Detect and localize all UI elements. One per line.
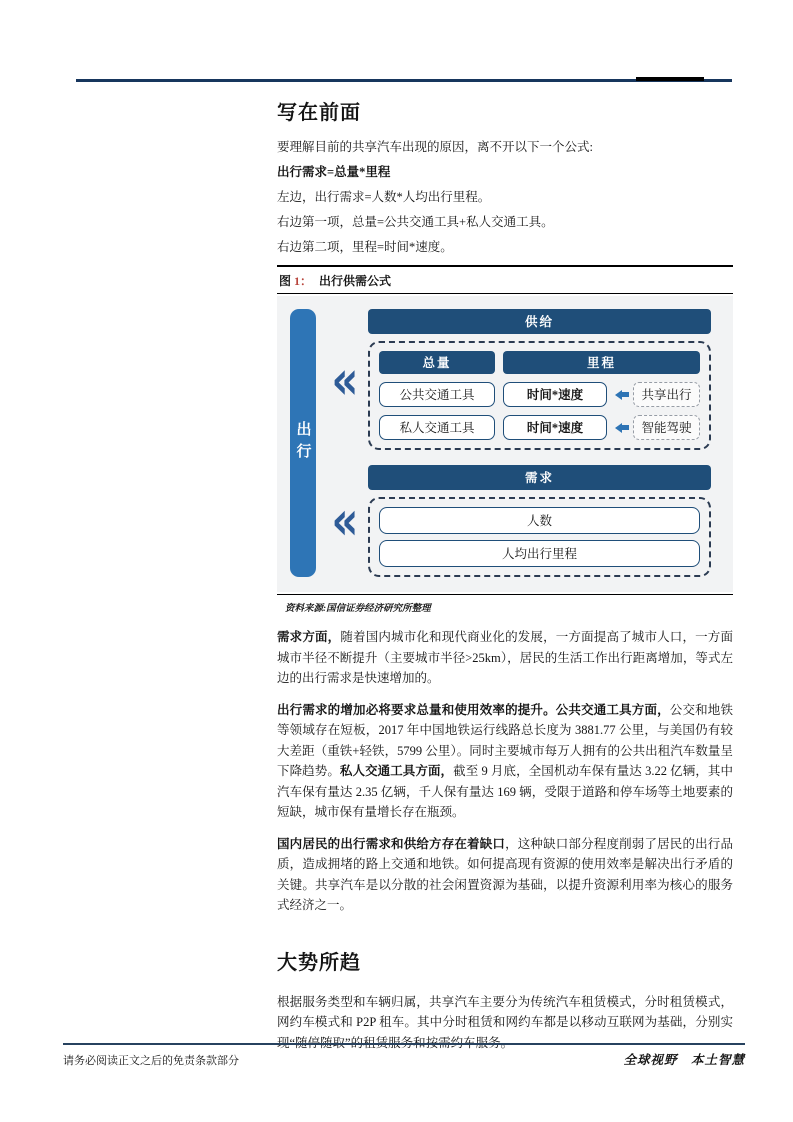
demand-group	[368, 465, 711, 577]
paragraph-demand	[277, 627, 733, 689]
paragraph-text: 随着国内城市化和现代商业化的发展，一方面提高了城市人口，一方面城市半径不断提升（主要城市半径>25km），居民的生活工作出行距离增加，等式左边的出行需求是快速增加的。	[277, 630, 733, 685]
figure-number: 1：	[294, 274, 313, 288]
main-content	[277, 96, 733, 1064]
paragraph-text: 截至 9 月底，全国机动车保有量达 3.22 亿辆，其中汽车保有量达 2.35 亿辆，千人保有量达 169 辆，受限于道路和停车场等土地要素的短缺，城市保有量增长存在瓶颈。	[277, 764, 733, 819]
time-speed-box-2: 时间*速度	[503, 415, 607, 440]
paragraph-bold-lead: 需求方面，	[277, 630, 341, 644]
diagram-rows	[327, 309, 711, 577]
figure-caption: 出行供需公式	[319, 274, 392, 288]
header-rule-accent	[636, 77, 704, 81]
travel-vertical-bar-label: 出行	[294, 421, 311, 465]
supply-row	[327, 309, 711, 450]
smart-driving-box: 智能驾驶	[633, 415, 700, 440]
paragraph-bold-lead: 出行需求的增加必将要求总量和使用效率的提升。公共交通工具方面，	[277, 702, 670, 717]
travel-vertical-bar	[290, 309, 316, 577]
figure-source: 资料来源:国信证券经济研究所整理	[277, 594, 733, 616]
supply-group	[368, 309, 711, 450]
page-footer	[63, 1043, 745, 1068]
shared-travel-cell	[615, 382, 700, 407]
intro-line: 要理解目前的共享汽车出现的原因，离不开以下一个公式:	[277, 140, 593, 154]
paragraph-modes: 根据服务类型和车辆归属，共享汽车主要分为传统汽车租赁模式，分时租赁模式，网约车模式和 P2P 租车。其中分时租赁和网约车都是以移动互联网为基础，分别实现“随停随取”的租赁服务和按需约车服务。	[277, 994, 733, 1050]
demand-header-bar: 需求	[368, 465, 711, 490]
paragraph-supply	[277, 700, 733, 823]
section-title-foreword: 写在前面	[277, 102, 361, 124]
paragraph-bold-lead: 私人交通工具方面，	[339, 764, 454, 778]
shared-travel-box: 共享出行	[633, 382, 700, 407]
double-chevron-left-icon: «	[331, 488, 359, 553]
time-speed-box-1: 时间*速度	[503, 382, 607, 407]
double-chevron-left-icon: «	[331, 347, 359, 411]
demand-stack	[379, 507, 700, 567]
intro-line: 右边第一项，总量=公共交通工具+私人交通工具。	[277, 215, 554, 229]
footer-slogan: 全球视野 本土智慧	[623, 1053, 745, 1067]
paragraph-text: 公交和地铁等领域存在短板，2017 年中国地铁运行线路总长度为 3881.77 公里，与美国仍有较大差距（重铁+轻铁，5799 公里）。同时主要城市每万人拥有的公共出租汽车数量呈下降趋势。	[277, 702, 733, 778]
mileage-header-bar: 里程	[503, 351, 700, 374]
figure-label: 图	[279, 274, 292, 288]
supply-header-bar: 供给	[368, 309, 711, 334]
figure-diagram	[277, 296, 733, 592]
supply-dashed-container	[368, 341, 711, 450]
population-box: 人数	[379, 507, 700, 534]
demand-dashed-container	[368, 497, 711, 577]
left-arrow-icon	[615, 390, 629, 400]
public-transport-box: 公共交通工具	[379, 382, 495, 407]
intro-line: 左边，出行需求=人数*人均出行里程。	[277, 190, 491, 204]
left-arrow-icon	[615, 423, 629, 433]
demand-row	[327, 465, 711, 577]
intro-line: 右边第二项，里程=时间*速度。	[277, 240, 453, 254]
header-rule	[76, 79, 732, 82]
total-header-bar: 总量	[379, 351, 495, 374]
supply-grid	[379, 351, 700, 440]
private-transport-box: 私人交通工具	[379, 415, 495, 440]
section-title-trend: 大势所趋	[277, 951, 361, 974]
figure-1	[277, 265, 733, 616]
per-capita-mileage-box: 人均出行里程	[379, 540, 700, 567]
paragraph-text: ，这种缺口部分程度削弱了居民的出行品质，造成拥堵的路上交通和地铁。如何提高现有资源的使用效率是解决出行矛盾的关键。共享汽车是以分散的社会闲置资源为基础，以提升资源利用率为核心的服务式经济之一。	[277, 836, 733, 912]
smart-driving-cell	[615, 415, 700, 440]
formula-line: 出行需求=总量*里程	[277, 165, 391, 179]
paragraph-gap	[277, 834, 733, 916]
paragraph-bold-lead: 国内居民的出行需求和供给方存在着缺口	[277, 836, 506, 851]
footer-disclaimer: 请务必阅读正文之后的免责条款部分	[63, 1055, 239, 1067]
